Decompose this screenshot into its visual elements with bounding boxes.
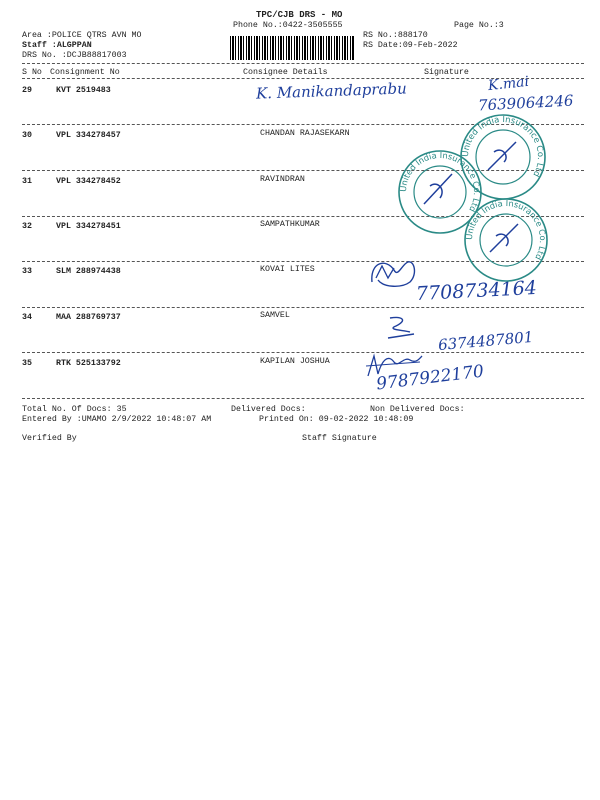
row-sno: 31: [22, 177, 32, 186]
row-consignment: VPL 334278451: [56, 222, 121, 231]
page-number: Page No.:3: [454, 21, 504, 30]
barcode: [230, 36, 354, 60]
handwritten-phone: 7708734164: [415, 276, 538, 306]
non-delivered-docs: Non Delivered Docs:: [370, 405, 465, 414]
divider: [22, 398, 584, 399]
column-header-sno: S No: [22, 68, 42, 77]
rs-number: RS No.:888170: [363, 31, 428, 40]
drs-number: DRS No. :DCJB88817003: [22, 51, 127, 60]
row-sno: 35: [22, 359, 32, 368]
staff-signature: Staff Signature: [302, 434, 377, 443]
signature-scribble: [364, 350, 424, 380]
handwritten-phone: 6374487801: [437, 327, 535, 355]
row-sno: 30: [22, 131, 32, 140]
document-title: TPC/CJB DRS - MO: [256, 10, 343, 20]
phone-number: Phone No.:0422-3505555: [233, 21, 343, 30]
row-sno: 29: [22, 86, 32, 95]
handwritten-consignee: K. Manikandaprabu: [255, 79, 407, 103]
row-consignment: VPL 334278457: [56, 131, 121, 140]
column-header-consignee: Consignee Details: [243, 68, 328, 77]
row-consignee: SAMVEL: [260, 311, 290, 320]
printed-on: Printed On: 09-02-2022 10:48:09: [259, 415, 414, 424]
signature-scribble: [368, 256, 418, 290]
rs-date: RS Date:09-Feb-2022: [363, 41, 458, 50]
delivered-docs: Delivered Docs:: [231, 405, 306, 414]
divider: [22, 307, 584, 308]
company-stamp: [462, 196, 550, 284]
area-label: Area :POLICE QTRS AVN MO: [22, 31, 142, 40]
svg-text:United India Insurance Co. Ltd: United India Insurance Co. Ltd: [397, 149, 483, 214]
row-consignee: KOVAI LITES: [260, 265, 315, 274]
row-consignment: SLM 288974438: [56, 267, 121, 276]
svg-text:United India Insurance Co. Ltd: United India Insurance Co. Ltd: [463, 197, 549, 262]
row-consignment: KVT 2519483: [56, 86, 111, 95]
row-consignee: KAPILAN JOSHUA: [260, 357, 330, 366]
row-consignee: SAMPATHKUMAR: [260, 220, 320, 229]
row-consignment: VPL 334278452: [56, 177, 121, 186]
column-header-consignment: Consignment No: [50, 68, 120, 77]
row-consignment: MAA 288769737: [56, 313, 121, 322]
handwritten-signature: K.mai: [487, 73, 530, 95]
row-consignee: RAVINDRAN: [260, 175, 305, 184]
svg-text:United India Insurance Co. Ltd: United India Insurance Co. Ltd: [460, 114, 546, 179]
signature-scribble: [382, 314, 422, 344]
divider: [22, 352, 584, 353]
handwritten-phone: 9787922170: [375, 361, 485, 395]
row-consignment: RTK 525133792: [56, 359, 121, 368]
row-consignee: CHANDAN RAJASEKARN: [260, 129, 350, 138]
row-sno: 34: [22, 313, 32, 322]
staff-label: Staff :ALGPPAN: [22, 41, 92, 50]
entered-by: Entered By :UMAMO 2/9/2022 10:48:07 AM: [22, 415, 212, 424]
handwritten-phone: 7639064246: [477, 91, 574, 115]
column-header-signature: Signature: [424, 68, 469, 77]
total-docs: Total No. Of Docs: 35: [22, 405, 127, 414]
row-sno: 32: [22, 222, 32, 231]
divider: [22, 63, 584, 64]
verified-by: Verified By: [22, 434, 77, 443]
row-sno: 33: [22, 267, 32, 276]
